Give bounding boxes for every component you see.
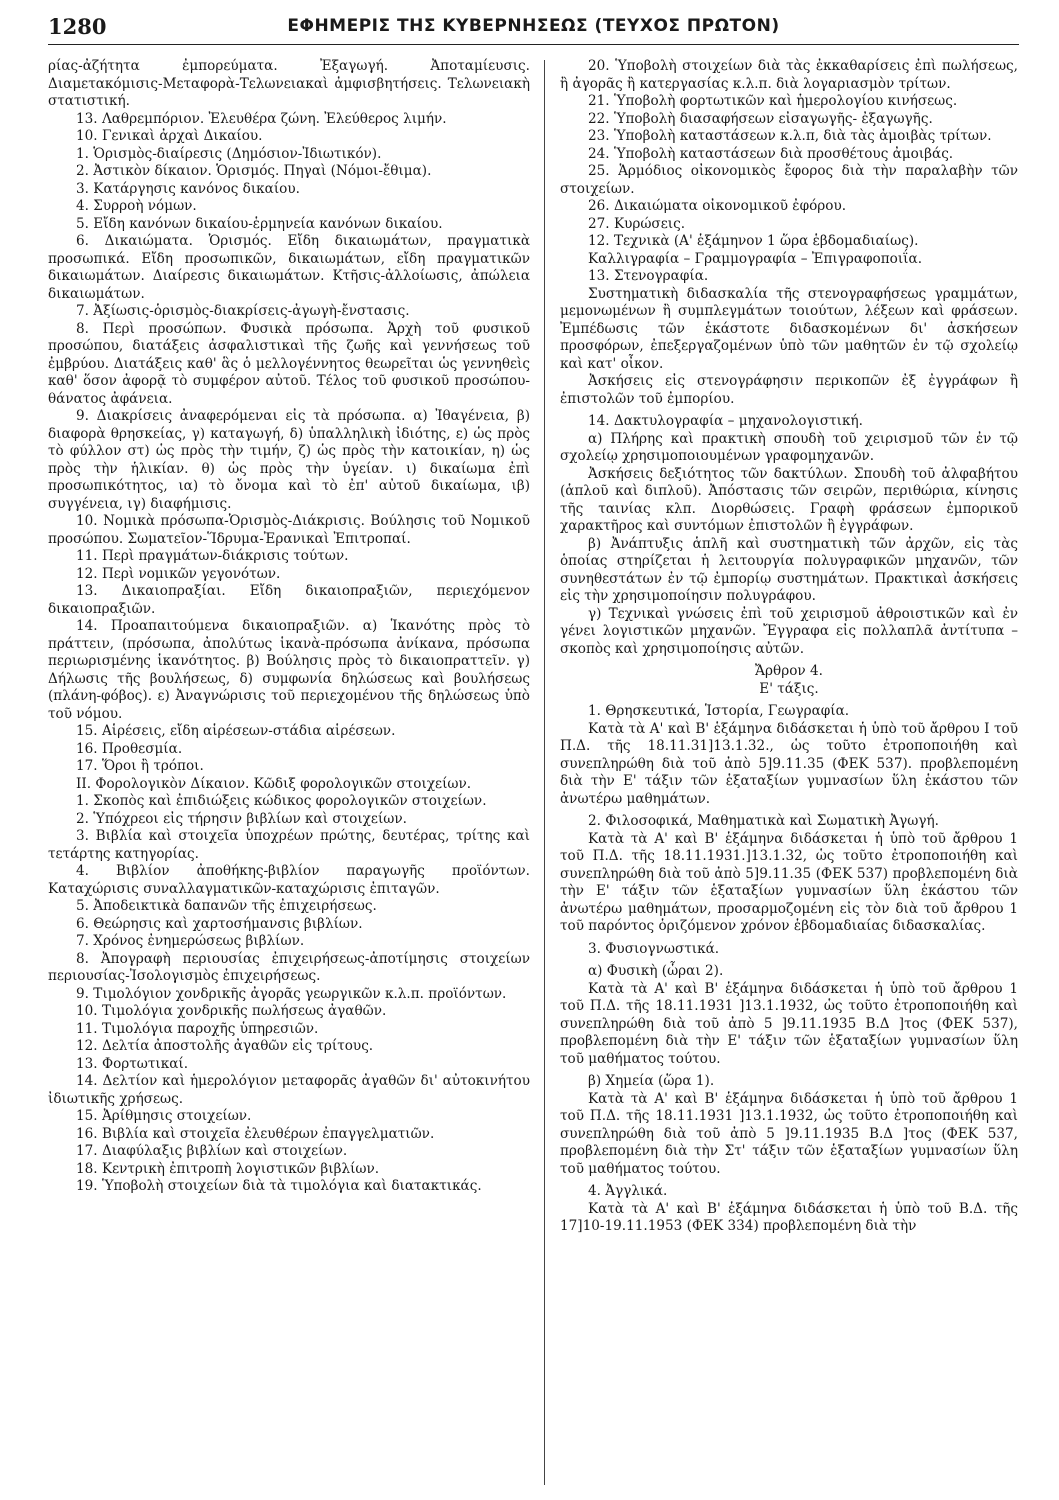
- right-column-paragraph: 27. Κυρώσεις.: [588, 215, 686, 232]
- left-column-paragraph: 5. Ἀποδεικτικὰ δαπανῶν τῆς ἐπιχειρήσεως.: [76, 898, 377, 914]
- left-column-paragraph: 4. Βιβλίον ἀποθήκης-βιβλίον παραγωγῆς προϊόντων. Καταχώρισις συναλλαγματικῶν-καταχώρισις ἐπιταγῶν.: [48, 863, 530, 897]
- right-column-paragraph: 24. Ὑποβολὴ καταστάσεων διὰ προσθέτους ἀμοιβάς.: [588, 145, 954, 162]
- left-column-paragraph: 15. Αἱρέσεις, εἴδη αἱρέσεων-στάδια αἱρέσεων.: [76, 723, 396, 739]
- left-column-paragraph: 10. Γενικαὶ ἀρχαὶ Δικαίου.: [76, 128, 263, 144]
- page-number: 1280: [48, 14, 107, 39]
- right-column-paragraph: 3. Φυσιογνωστικά.: [588, 940, 720, 957]
- left-column-paragraph: 9. Διακρίσεις ἀναφερόμεναι εἰς τὰ πρόσωπα. α) Ἰθαγένεια, β) διαφορὰ θρησκείας, γ) καταγωγή, δ) ὑπαλληλικὴ ἰδιότης, ε) ὡς πρὸς τὸ φύλλον στ) ὡς πρὸς τὴν τιμήν, ζ) ὡς πρὸς τὴν κατοικίαν, η) ὡς πρὸς τὴν ἡλικίαν. θ) ὡς πρὸς τὴν ὑγείαν. ι) δικαίωμα ἐπὶ προσωπικότητος, ια) τὸ ὄνομα καὶ τὸ ἐπ' αὐτοῦ δικαίωμα, ιβ) συγγένεια, ιγ) διαφήμισις.: [48, 408, 530, 512]
- left-column-paragraph: 12. Περὶ νομικῶν γεγονότων.: [76, 565, 281, 582]
- right-column-paragraph: 4. Ἀγγλικά.: [588, 1183, 668, 1199]
- right-column: [560, 58, 1018, 1236]
- right-column-paragraph: 21. Ὑποβολὴ φορτωτικῶν καὶ ἡμερολογίου κινήσεως.: [588, 93, 958, 109]
- left-column-paragraph: 9. Τιμολόγιον χονδρικῆς ἀγορᾶς γεωργικῶν κ.λ.π. προϊόντων.: [76, 985, 507, 1002]
- left-column-paragraph: 16. Βιβλία καὶ στοιχεῖα ἐλευθέρων ἐπαγγελματιῶν.: [76, 1125, 435, 1142]
- right-column-paragraph: Ἀσκήσεις εἰς στενογράφησιν περικοπῶν ἐξ ἐγγράφων ἢ ἐπιστολῶν τοῦ ἐμπορίου.: [560, 373, 1018, 407]
- right-column-paragraph: 25. Ἁρμόδιος οἰκονομικὸς ἔφορος διὰ τὴν παραλαβὴν τῶν στοιχείων.: [560, 163, 1018, 197]
- right-column-paragraph: Συστηματικὴ διδασκαλία τῆς στενογραφήσεως γραμμάτων, μεμονωμένων ἢ συμπλεγμάτων τοιούτων, λέξεων καὶ φράσεων. Ἐμπέδωσις τῶν ἑκάστοτε διδασκομένων δι' ἀσκήσεων προσφόρων, ἐπεξεργαζομένων ὑπὸ τῶν μαθητῶν ἐν τῷ σχολείῳ καὶ κατ' οἶκον.: [560, 285, 1018, 372]
- right-column-paragraph: 12. Τεχνικὰ (Α' ἑξάμηνον 1 ὥρα ἑβδομαδιαίως).: [588, 233, 919, 249]
- right-column-paragraph: 26. Δικαιώματα οἰκονομικοῦ ἐφόρου.: [588, 198, 847, 214]
- left-column-paragraph: 8. Ἀπογραφὴ περιουσίας ἐπιχειρήσεως-ἀποτίμησις στοιχείων περιουσίας-Ἰσολογισμὸς ἐπιχειρήσεως.: [48, 950, 530, 984]
- right-column-paragraph: Κατὰ τὰ Α' καὶ Β' ἑξάμηνα διδάσκεται ἡ ὑπὸ τοῦ ἄρθρου 1 τοῦ Π.Δ. τῆς 18.11.1931.]13.1.32, ὡς τοῦτο ἐτροποποιήθη καὶ συνεπληρώθη διὰ τοῦ ἀπὸ 5]9.11.35 (ΦΕΚ 537) προβλεπομένη διὰ τὴν Ε' τάξιν τῶν ἑξαταξίων γυμνασίων ὕλη ἑκάστου τῶν ἀνωτέρω μαθημάτων, προσαρμοζομένη εἰς τὸν διὰ τοῦ ἄρθρου 1 τοῦ παρόντος ὁριζόμενον χρόνον ἑβδομαδιαίας διδασκαλίας.: [560, 830, 1018, 934]
- left-column-paragraph: 14. Προαπαιτούμενα δικαιοπραξιῶν. α) Ἱκανότης πρὸς τὸ πράττειν, (πρόσωπα, ἀπολύτως ἱκανὰ-πρόσωπα ἀνίκανα, πρόσωπα περιωρισμένης ἱκανότητος. β) Βούλησις πρὸς τὸ δικαιοπραττεῖν. γ) Δήλωσις τῆς βουλήσεως, δ) συμφωνία δηλώσεως καὶ βουλήσεως (πλάνη-φόβος). ε) Ἀναγνώρισις τοῦ περιεχομένου τῆς δηλώσεως ὑπὸ τοῦ νόμου.: [48, 618, 530, 722]
- left-column-paragraph: 14. Δελτίον καὶ ἡμερολόγιον μεταφορᾶς ἀγαθῶν δι' αὐτοκινήτου ἰδιωτικῆς χρήσεως.: [48, 1073, 530, 1107]
- right-column-paragraph: 20. Ὑποβολὴ στοιχείων διὰ τὰς ἐκκαθαρίσεις ἐπὶ πωλήσεως, ἢ ἀγορᾶς ἢ κατεργασίας κ.λ.π. διὰ λογαριασμὸν τρίτων.: [560, 58, 1018, 92]
- right-column-paragraph: α) Φυσικὴ (ὧραι 2).: [588, 963, 724, 979]
- left-column-paragraph: ΙΙ. Φορολογικὸν Δίκαιον. Κῶδιξ φορολογικῶν στοιχείων.: [76, 775, 472, 792]
- right-column-paragraph: γ) Τεχνικαὶ γνώσεις ἐπὶ τοῦ χειρισμοῦ ἀθροιστικῶν καὶ ἐν γένει λογιστικῶν μηχανῶν. Ἔγγραφα εἰς πολλαπλᾶ ἀντίτυπα – σκοπὸς καὶ χρησιμοποίησις αὐτῶν.: [560, 605, 1018, 657]
- left-column-paragraph: 16. Προθεσμία.: [76, 740, 183, 757]
- left-column-paragraph: 7. Χρόνος ἐνημερώσεως βιβλίων.: [76, 933, 305, 949]
- left-column-paragraph: 6. Θεώρησις καὶ χαρτοσήμανσις βιβλίων.: [76, 915, 363, 932]
- left-column-paragraph: 3. Κατάργησις κανόνος δικαίου.: [76, 180, 300, 197]
- right-column-paragraph: Κατὰ τὰ Α' καὶ Β' ἑξάμηνα διδάσκεται ἡ ὑπὸ τοῦ ἄρθρου Ι τοῦ Π.Δ. τῆς 18.11.31]13.1.32., ὡς τοῦτο ἐτροποποιήθη καὶ συνεπληρώθη διὰ τοῦ ἀπὸ 5]9.11.35 (ΦΕΚ 537). προβλεπομένη διὰ τὴν Ε' τάξιν τῶν ἑξαταξίων γυμνασίων ὕλη ἑκάστου τῶν ἀνωτέρω μαθημάτων.: [560, 720, 1018, 807]
- right-column-paragraph: Ἄρθρον 4.: [755, 663, 823, 679]
- left-column-paragraph: 2. Ὑπόχρεοι εἰς τήρησιν βιβλίων καὶ στοιχείων.: [76, 810, 407, 827]
- right-column-paragraph: Ε' τάξις.: [759, 680, 819, 697]
- left-column-paragraph: 10. Τιμολόγια χονδρικῆς πωλήσεως ἀγαθῶν.: [76, 1003, 387, 1019]
- left-column-paragraph: 17. Διαφύλαξις βιβλίων καὶ στοιχείων.: [76, 1143, 348, 1159]
- right-column-paragraph: 1. Θρησκευτικά, Ἱστορία, Γεωγραφία.: [588, 703, 850, 719]
- left-column-paragraph: 13. Δικαιοπραξίαι. Εἴδη δικαιοπραξιῶν, περιεχόμενον δικαιοπραξιῶν.: [48, 583, 530, 617]
- right-column-paragraph: 14. Δακτυλογραφία – μηχανολογιστική.: [588, 413, 863, 429]
- left-column-paragraph: 17. Ὅροι ἢ τρόποι.: [76, 758, 204, 774]
- left-column-paragraph: 10. Νομικὰ πρόσωπα-Ὁρισμὸς-Διάκρισις. Βούλησις τοῦ Νομικοῦ προσώπου. Σωματεῖον-Ἵδρυμα-Ἐρανικαὶ Ἐπιτροπαί.: [48, 513, 530, 547]
- gazette-title: ΕΦΗΜΕΡΙΣ ΤΗΣ ΚΥΒΕΡΝΗΣΕΩΣ (ΤΕΥΧΟΣ ΠΡΩΤΟΝ): [287, 16, 780, 36]
- right-column-paragraph: β) Ἀνάπτυξις ἁπλῆ καὶ συστηματικὴ τῶν ἀρχῶν, εἰς τὰς ὁποίας στηρίζεται ἡ λειτουργία πολυγραφικῶν μηχανῶν, τῶν συνηθεστάτων ἐν τῷ ἐμπορίῳ συστημάτων. Πρακτικαὶ ἀσκήσεις εἰς τὴν χρησιμοποίησιν πολυγράφου.: [560, 535, 1018, 604]
- right-column-paragraph: 22. Ὑποβολὴ διασαφήσεων εἰσαγωγῆς- ἐξαγωγῆς.: [588, 110, 933, 127]
- left-column-paragraph: 18. Κεντρικὴ ἐπιτροπὴ λογιστικῶν βιβλίων.: [76, 1160, 380, 1177]
- right-column-paragraph: Κατὰ τὰ Α' καὶ Β' ἑξάμηνα διδάσκεται ἡ ὑπὸ τοῦ ἄρθρου 1 τοῦ Π.Δ. τῆς 18.11.1931 ]13.1.1932, ὡς τοῦτο ἐτροποποιήθη καὶ συνεπληρώθη διὰ τοῦ ἀπὸ 5 ]9.11.1935 Β.Δ ]τος (ΦΕΚ 537, προβλεπομένη διὰ τὴν Στ' τάξιν τῶν ἑξαταξίων γυμνασίων ὕλη τοῦ μαθήματος τούτου.: [560, 1090, 1018, 1177]
- left-column-paragraph: 4. Συρροὴ νόμων.: [76, 198, 197, 214]
- left-column-paragraph: 13. Φορτωτικαί.: [76, 1055, 189, 1072]
- left-column-paragraph: 1. Ὁρισμὸς-διαίρεσις (Δημόσιον-Ἰδιωτικόν).: [76, 145, 382, 162]
- right-column-paragraph: β) Χημεία (ὥρα 1).: [588, 1073, 715, 1089]
- left-column-paragraph: 13. Λαθρεμπόριον. Ἐλευθέρα ζώνη. Ἐλεύθερος λιμήν.: [76, 110, 447, 127]
- left-column-paragraph: 2. Ἀστικὸν δίκαιον. Ὁρισμός. Πηγαὶ (Νόμοι-ἔθιμα).: [76, 163, 432, 179]
- left-column-paragraph: 11. Περὶ πραγμάτων-διάκρισις τούτων.: [76, 548, 349, 564]
- page-header: [48, 10, 1019, 45]
- left-column-paragraph: 19. Ὑποβολὴ στοιχείων διὰ τὰ τιμολόγια καὶ διατακτικάς.: [76, 1178, 482, 1194]
- right-column-paragraph: α) Πλήρης καὶ πρακτικὴ σπουδὴ τοῦ χειρισμοῦ τῶν ἐν τῷ σχολείῳ χρησιμοποιουμένων γραφομηχανῶν.: [560, 430, 1018, 464]
- right-column-paragraph: Καλλιγραφία – Γραμμογραφία – Ἐπιγραφοποιΐα.: [588, 250, 923, 267]
- right-column-paragraph: 13. Στενογραφία.: [588, 268, 709, 284]
- right-column-paragraph: Ἀσκήσεις δεξιότητος τῶν δακτύλων. Σπουδὴ τοῦ ἀλφαβήτου (ἁπλοῦ καὶ διπλοῦ). Ἀπόστασις τῶν σειρῶν, περιθώρια, κίνησις τῆς ταινίας κλπ. Διορθώσεις. Γραφὴ φράσεων ἐμπορικοῦ χαρακτῆρος καὶ συντόμων ἐπιστολῶν ἢ ἐγγράφων.: [560, 465, 1018, 534]
- column-divider: [544, 60, 545, 1485]
- left-column-paragraph: 11. Τιμολόγια παροχῆς ὑπηρεσιῶν.: [76, 1020, 319, 1037]
- left-column-paragraph: 12. Δελτία ἀποστολῆς ἀγαθῶν εἰς τρίτους.: [76, 1038, 374, 1054]
- right-column-paragraph: 23. Ὑποβολὴ καταστάσεων κ.λ.π, διὰ τὰς ἀμοιβὰς τρίτων.: [588, 128, 992, 144]
- left-column-paragraph: 1. Σκοπὸς καὶ ἐπιδιώξεις κώδικος φορολογικῶν στοιχείων.: [76, 793, 487, 809]
- right-column-paragraph: Κατὰ τὰ Α' καὶ Β' ἑξάμηνα διδάσκεται ἡ ὑπὸ τοῦ Β.Δ. τῆς 17]10-19.11.1953 (ΦΕΚ 334) προβλεπομένη διὰ τὴν: [560, 1200, 1018, 1234]
- left-column-paragraph: 15. Ἀρίθμησις στοιχείων.: [76, 1108, 252, 1124]
- left-column-paragraph: 5. Εἴδη κανόνων δικαίου-ἑρμηνεία κανόνων δικαίου.: [76, 215, 443, 232]
- right-column-paragraph: 2. Φιλοσοφικά, Μαθηματικὰ καὶ Σωματικὴ Ἀγωγή.: [588, 813, 939, 829]
- left-column-paragraph: ρίας-ἀζήτητα ἐμπορεύματα. Ἐξαγωγή. Ἀποταμίευσις. Διαμετακόμισις-Μεταφορὰ-Τελωνειακαὶ ἀμφισβητήσεις. Τελωνειακὴ στατιστική.: [48, 58, 530, 109]
- right-column-paragraph: Κατὰ τὰ Α' καὶ Β' ἑξάμηνα διδάσκεται ἡ ὑπὸ τοῦ ἄρθρου 1 τοῦ Π.Δ. τῆς 18.11.1931 ]13.1.1932, ὡς τοῦτο ἐτροποποιήθη καὶ συνεπληρώθη διὰ τοῦ ἀπὸ 5 ]9.11.1935 Β.Δ ]τος (ΦΕΚ 537), προβλεπομένη διὰ τὴν Ε' τάξιν τῶν ἑξαταξίων γυμνασίων ὕλη τοῦ μαθήματος τούτου.: [560, 980, 1018, 1067]
- left-column-paragraph: 6. Δικαιώματα. Ὁρισμός. Εἴδη δικαιωμάτων, πραγματικὰ προσωπικά. Εἴδη προσωπικῶν, δικαιωμάτων, εἴδη πραγματικῶν δικαιωμάτων. Διαίρεσις δικαιωμάτων. Κτῆσις-ἀλλοίωσις, ἀπώλεια δικαιωμάτων.: [48, 233, 530, 302]
- left-column-paragraph: 7. Ἀξίωσις-ὁρισμὸς-διακρίσεις-ἀγωγὴ-ἔνστασις.: [76, 303, 410, 319]
- left-column-paragraph: 3. Βιβλία καὶ στοιχεῖα ὑποχρέων πρώτης, δευτέρας, τρίτης καὶ τετάρτης κατηγορίας.: [48, 828, 530, 862]
- left-column: [48, 58, 530, 1196]
- left-column-paragraph: 8. Περὶ προσώπων. Φυσικὰ πρόσωπα. Ἀρχὴ τοῦ φυσικοῦ προσώπου, διατάξεις ἀσφαλιστικαὶ τῆς ζωῆς καὶ γεννήσεως τοῦ ἐμβρύου. Διατάξεις καθ' ἃς ὁ μελλογέννητος θεωρεῖται ὡς γεννηθεὶς καθ' ὅσον ἀφορᾷ τὸ συμφέρον αὐτοῦ. Τέλος τοῦ φυσικοῦ προσώπου-θάνατος ἀφάνεια.: [48, 320, 530, 407]
